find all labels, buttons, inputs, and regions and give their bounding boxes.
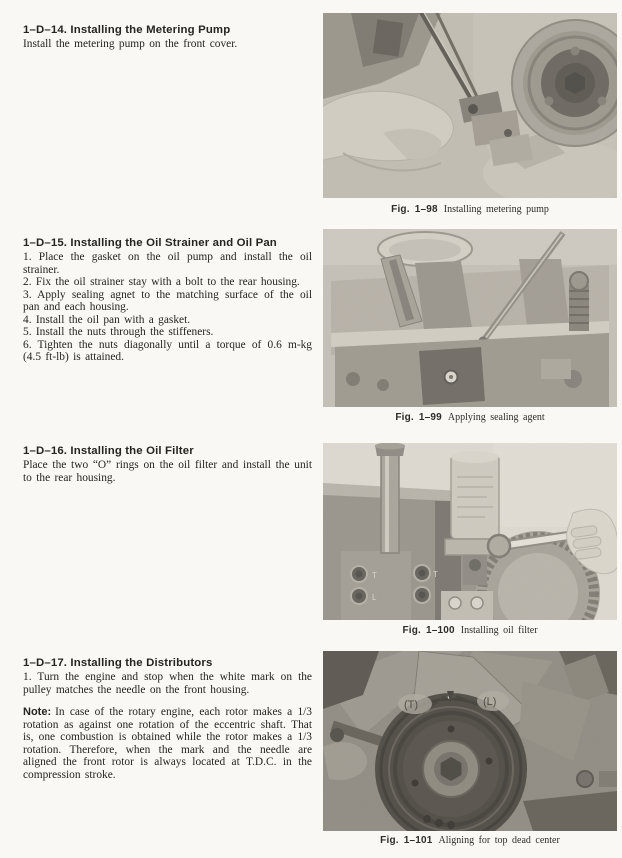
mark-label-l: (L) — [483, 696, 497, 708]
photo-applying-sealing-agent — [323, 229, 617, 407]
note-paragraph — [23, 706, 312, 781]
figure-caption-text: Applying sealing agent — [447, 412, 545, 423]
section-1-d-14 — [23, 24, 312, 51]
step-6: 6. Tighten the nuts diagonally until a torque of 0.6 m-kg (4.5 ft-lb) is attained. — [23, 338, 312, 363]
section-paragraph: Install the metering pump on the front cover. — [23, 38, 238, 50]
bolt-label-t2: T — [433, 570, 438, 579]
section-1-d-17 — [23, 657, 312, 781]
sealing-agent-photo-graphic — [323, 229, 617, 407]
note-text: In case of the rotary engine, each rotor makes a 1/3 rotation as against one rotation of the eccentric shaft. That is, one combustion is obtained while the rotor makes a 1/3 rotation. Therefore, when the mark and the needle are aligned the front rotor is always located at T.D.C. in the compression stroke. — [23, 706, 312, 781]
section-heading: 1–D–15. Installing the Oil Strainer and Oil Pan — [23, 237, 277, 249]
step-1: 1. Place the gasket on the oil pump and install the oil strainer. — [23, 251, 312, 276]
figure-caption-1-100 — [323, 625, 617, 637]
step-4: 4. Install the oil pan with a gasket. — [23, 313, 191, 326]
figure-caption-1-101 — [323, 835, 617, 847]
figure-number: Fig. 1–99 — [395, 412, 442, 423]
note-label: Note: — [23, 706, 52, 718]
mark-label-t: (T) — [404, 699, 419, 711]
section-1-d-16 — [23, 445, 312, 484]
section-heading: 1–D–14. Installing the Metering Pump — [23, 24, 231, 36]
photo-installing-metering-pump — [323, 13, 617, 198]
figure-caption-text: Installing oil filter — [460, 625, 538, 636]
figure-number: Fig. 1–101 — [380, 835, 433, 846]
section-heading: 1–D–17. Installing the Distributors — [23, 657, 213, 669]
step-5: 5. Install the nuts through the stiffeners. — [23, 326, 214, 338]
photo-installing-oil-filter — [323, 443, 617, 620]
figure-caption-text: Aligning for top dead center — [438, 835, 560, 846]
figure-caption-1-99 — [323, 412, 617, 424]
bolt-label-t1: T — [372, 571, 377, 580]
section-heading: 1–D–16. Installing the Oil Filter — [23, 445, 194, 457]
metering-pump-photo-graphic — [323, 13, 617, 198]
figure-number: Fig. 1–98 — [391, 204, 438, 215]
bolt-label-l: L — [372, 593, 377, 602]
step-1: 1. Turn the engine and stop when the white mark on the pulley matches the needle on the front housing. — [23, 671, 312, 696]
step-2: 2. Fix the oil strainer stay with a bolt to the rear housing. — [23, 276, 300, 288]
figure-number: Fig. 1–100 — [402, 625, 455, 636]
photo-aligning-top-dead-center — [323, 651, 617, 831]
section-1-d-15 — [23, 237, 312, 364]
figure-caption-text: Installing metering pump — [443, 204, 549, 215]
oil-filter-photo-graphic — [323, 443, 617, 620]
figure-caption-1-98 — [323, 204, 617, 216]
section-paragraph: Place the two “O” rings on the oil filter and install the unit to the rear housing. — [23, 459, 312, 484]
step-3: 3. Apply sealing agnet to the matching surface of the oil pan and each housing. — [23, 288, 312, 313]
tdc-photo-graphic — [323, 651, 617, 831]
